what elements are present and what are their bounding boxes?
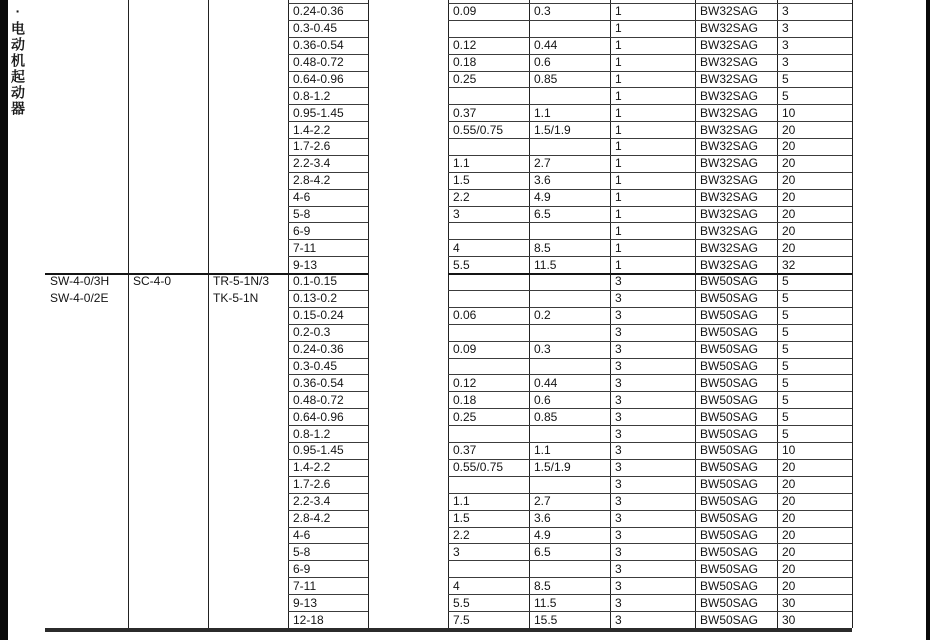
- cell-setting-range: 2.8-4.2: [293, 173, 331, 188]
- cell-num: 3: [615, 528, 622, 542]
- cell-value2: 2.7: [534, 494, 551, 509]
- cell-value1: 0.25: [453, 71, 477, 86]
- cell-value2: 0.2: [534, 308, 551, 323]
- cell-value2: 3.6: [534, 173, 551, 188]
- cell-setting-range: 1.7-2.6: [293, 477, 331, 492]
- cell-qty: 20: [782, 544, 796, 559]
- cell-setting-range: 2.8-4.2: [293, 511, 331, 526]
- cell-value2: 15.5: [534, 612, 558, 627]
- cell-setting-range: 5-8: [293, 544, 311, 559]
- cell-breaker-model: BW50SAG: [700, 443, 759, 458]
- cell-breaker-model: BW50SAG: [700, 561, 759, 576]
- cell-setting-range: 6-9: [293, 223, 311, 238]
- cell-setting-range: 5-8: [293, 206, 311, 221]
- cell-value1: 0.55/0.75: [453, 460, 504, 475]
- cell-value1: 2.2: [453, 528, 470, 542]
- cell-qty: 5: [782, 375, 789, 390]
- cell-num: 3: [615, 409, 622, 424]
- cell-value2: 1.5/1.9: [534, 460, 571, 475]
- cell-num: 3: [615, 291, 622, 306]
- cell-breaker-model: BW50SAG: [700, 612, 759, 627]
- cell-setting-range: 0.48-0.72: [293, 392, 344, 407]
- motor-starter-vertical-label: ·电动机起动器: [10, 3, 26, 117]
- cell-num: 1: [615, 21, 622, 36]
- right-page-edge-bar: [926, 0, 930, 640]
- cell-num: 1: [615, 122, 622, 137]
- cell-breaker-model: BW50SAG: [700, 358, 759, 373]
- cell-value2: 0.6: [534, 392, 551, 407]
- cell-setting-range: 0.24-0.36: [293, 4, 344, 19]
- cell-value2: 1.1: [534, 443, 551, 458]
- cell-num: 3: [615, 325, 622, 340]
- cell-setting-range: 9-13: [293, 257, 318, 272]
- cell-value2: 0.44: [534, 375, 558, 390]
- cell-num: 3: [615, 443, 622, 458]
- cell-num: 1: [615, 257, 622, 272]
- cell-setting-range: 0.36-0.54: [293, 375, 344, 390]
- cell-starter-model: SW-4-0/2E: [50, 290, 109, 305]
- cell-setting-range: 2.2-3.4: [293, 494, 331, 509]
- cell-num: 3: [615, 544, 622, 559]
- cell-num: 1: [615, 190, 622, 205]
- table-grid-vline: [128, 0, 129, 628]
- cell-setting-range: 7-11: [293, 578, 317, 593]
- cell-breaker-model: BW32SAG: [700, 190, 759, 205]
- cell-value1: 1.5: [453, 173, 470, 188]
- cell-qty: 5: [782, 426, 789, 441]
- cell-value1: 5.5: [453, 595, 470, 610]
- cell-setting-range: 0.15-0.24: [293, 308, 344, 323]
- cell-num: 1: [615, 156, 622, 171]
- cell-setting-range: 1.4-2.2: [293, 122, 331, 137]
- cell-breaker-model: BW50SAG: [700, 291, 759, 306]
- left-page-edge-bar: [0, 0, 8, 640]
- table-grid-vline: [368, 0, 369, 628]
- cell-value2: 0.85: [534, 409, 558, 424]
- cell-breaker-model: BW50SAG: [700, 578, 759, 593]
- cell-breaker-model: BW32SAG: [700, 21, 759, 36]
- cell-qty: 20: [782, 240, 796, 255]
- cell-setting-range: 0.95-1.45: [293, 105, 344, 120]
- cell-breaker-model: BW32SAG: [700, 55, 759, 70]
- cell-thermal-relay-model: TK-5-1N: [213, 290, 259, 305]
- cell-value1: 0.37: [453, 105, 477, 120]
- cell-num: 3: [615, 494, 622, 509]
- cell-breaker-model: BW50SAG: [700, 544, 759, 559]
- cell-qty: 20: [782, 578, 796, 593]
- cell-num: 3: [615, 578, 622, 593]
- cell-qty: 20: [782, 460, 796, 475]
- cell-breaker-model: BW32SAG: [700, 122, 759, 137]
- cell-qty: 20: [782, 223, 796, 238]
- cell-value2: 8.5: [534, 578, 551, 593]
- cell-qty: 30: [782, 595, 796, 610]
- cell-breaker-model: BW32SAG: [700, 71, 759, 86]
- cell-num: 1: [615, 38, 622, 53]
- cell-qty: 20: [782, 561, 796, 576]
- cell-setting-range: 0.3-0.45: [293, 358, 338, 373]
- cell-setting-range: 0.8-1.2: [293, 88, 331, 103]
- cell-value1: 3: [453, 206, 460, 221]
- cell-qty: 20: [782, 139, 796, 154]
- cell-setting-range: 0.2-0.3: [293, 325, 331, 340]
- cell-qty: 20: [782, 477, 796, 492]
- cell-value1: 1.1: [453, 494, 470, 509]
- cell-num: 1: [615, 71, 622, 86]
- cell-setting-range: 1.7-2.6: [293, 139, 331, 154]
- cell-setting-range: 0.95-1.45: [293, 443, 344, 458]
- cell-qty: 20: [782, 122, 796, 137]
- cell-breaker-model: BW32SAG: [700, 206, 759, 221]
- cell-thermal-relay-model: TR-5-1N/3: [213, 273, 270, 288]
- cell-value2: 2.7: [534, 156, 551, 171]
- cell-qty: 10: [782, 443, 796, 458]
- cell-setting-range: 0.1-0.15: [293, 274, 338, 289]
- cell-breaker-model: BW50SAG: [700, 308, 759, 323]
- cell-num: 3: [615, 375, 622, 390]
- cell-value2: 4.9: [534, 528, 551, 542]
- cell-qty: 5: [782, 274, 789, 289]
- cell-qty: 20: [782, 156, 796, 171]
- cell-breaker-model: BW32SAG: [700, 105, 759, 120]
- cell-breaker-model: BW50SAG: [700, 392, 759, 407]
- cell-qty: 5: [782, 71, 789, 86]
- cell-qty: 5: [782, 308, 789, 323]
- cell-setting-range: 0.8-1.2: [293, 426, 331, 441]
- cell-num: 1: [615, 223, 622, 238]
- cell-setting-range: 6-9: [293, 561, 311, 576]
- cell-num: 1: [615, 206, 622, 221]
- cell-value1: 0.18: [453, 55, 477, 70]
- cell-breaker-model: BW50SAG: [700, 595, 759, 610]
- cell-breaker-model: BW50SAG: [700, 511, 759, 526]
- cell-value2: 0.85: [534, 71, 558, 86]
- cell-contactor-model: SC-4-0: [133, 273, 172, 288]
- cell-qty: 3: [782, 55, 789, 70]
- cell-setting-range: 9-13: [293, 595, 318, 610]
- cell-breaker-model: BW50SAG: [700, 426, 759, 441]
- cell-value1: 0.55/0.75: [453, 122, 504, 137]
- cell-num: 3: [615, 392, 622, 407]
- cell-qty: 3: [782, 4, 789, 19]
- cell-value1: 0.25: [453, 409, 477, 424]
- cell-num: 3: [615, 511, 622, 526]
- cell-value1: 7.5: [453, 612, 470, 627]
- table-grid-vline: [852, 0, 853, 628]
- cell-qty: 20: [782, 528, 796, 542]
- cell-setting-range: 0.3-0.45: [293, 21, 338, 36]
- cell-qty: 30: [782, 612, 796, 627]
- cell-value1: 5.5: [453, 257, 470, 272]
- cell-num: 1: [615, 55, 622, 70]
- cell-num: 1: [615, 240, 622, 255]
- cell-breaker-model: BW32SAG: [700, 38, 759, 53]
- cell-qty: 20: [782, 206, 796, 221]
- cell-breaker-model: BW32SAG: [700, 240, 759, 255]
- cell-value2: 0.3: [534, 4, 551, 19]
- cell-num: 3: [615, 477, 622, 492]
- table-bottom-rule: [45, 628, 852, 632]
- cell-qty: 5: [782, 342, 789, 357]
- table-grid-vline: [208, 0, 209, 628]
- cell-value1: 0.06: [453, 308, 477, 323]
- cell-value1: 3: [453, 544, 460, 559]
- cell-setting-range: 0.36-0.54: [293, 38, 344, 53]
- cell-breaker-model: BW32SAG: [700, 257, 759, 272]
- cell-breaker-model: BW50SAG: [700, 494, 759, 509]
- cell-value1: 1.5: [453, 511, 470, 526]
- cell-num: 3: [615, 612, 622, 627]
- cell-num: 1: [615, 88, 622, 103]
- cell-breaker-model: BW32SAG: [700, 173, 759, 188]
- cell-value1: 0.09: [453, 4, 477, 19]
- cell-setting-range: 0.64-0.96: [293, 409, 344, 424]
- cell-num: 1: [615, 105, 622, 120]
- cell-setting-range: 4-6: [293, 190, 311, 205]
- cell-value2: 11.5: [534, 595, 557, 610]
- cell-qty: 20: [782, 173, 796, 188]
- cell-value2: 0.6: [534, 55, 551, 70]
- cell-setting-range: 0.13-0.2: [293, 291, 338, 306]
- cell-value2: 4.9: [534, 190, 551, 205]
- cell-num: 1: [615, 139, 622, 154]
- cell-value2: 0.44: [534, 38, 558, 53]
- cell-setting-range: 12-18: [293, 612, 324, 627]
- cell-value2: 1.1: [534, 105, 551, 120]
- cell-setting-range: 7-11: [293, 240, 317, 255]
- cell-value2: 6.5: [534, 206, 551, 221]
- cell-value1: 0.12: [453, 38, 477, 53]
- cell-setting-range: 0.64-0.96: [293, 71, 344, 86]
- cell-num: 3: [615, 342, 622, 357]
- cell-breaker-model: BW32SAG: [700, 156, 759, 171]
- cell-num: 3: [615, 561, 622, 576]
- cell-qty: 5: [782, 392, 789, 407]
- cell-qty: 5: [782, 358, 789, 373]
- cell-value2: 8.5: [534, 240, 551, 255]
- cell-value1: 1.1: [453, 156, 470, 171]
- cell-value1: 0.12: [453, 375, 477, 390]
- cell-qty: 20: [782, 190, 796, 205]
- cell-value1: 4: [453, 240, 460, 255]
- cell-breaker-model: BW50SAG: [700, 477, 759, 492]
- cell-breaker-model: BW50SAG: [700, 342, 759, 357]
- cell-num: 3: [615, 274, 622, 289]
- cell-setting-range: 0.48-0.72: [293, 55, 344, 70]
- cell-num: 3: [615, 595, 622, 610]
- cell-qty: 3: [782, 21, 789, 36]
- cell-value1: 0.09: [453, 342, 477, 357]
- cell-breaker-model: BW32SAG: [700, 139, 759, 154]
- cell-qty: 10: [782, 105, 796, 120]
- cell-breaker-model: BW50SAG: [700, 460, 759, 475]
- cell-value2: 11.5: [534, 257, 557, 272]
- cell-value1: 2.2: [453, 190, 470, 205]
- cell-breaker-model: BW50SAG: [700, 409, 759, 424]
- cell-value1: 0.37: [453, 443, 477, 458]
- cell-qty: 5: [782, 409, 789, 424]
- cell-breaker-model: BW32SAG: [700, 4, 759, 19]
- cell-breaker-model: BW50SAG: [700, 274, 759, 289]
- cell-num: 3: [615, 358, 622, 373]
- cell-qty: 5: [782, 291, 789, 306]
- cell-value1: 4: [453, 578, 460, 593]
- cell-value2: 0.3: [534, 342, 551, 357]
- cell-setting-range: 4-6: [293, 528, 311, 542]
- cell-breaker-model: BW32SAG: [700, 88, 759, 103]
- cell-starter-model: SW-4-0/3H: [50, 273, 110, 288]
- cell-setting-range: 1.4-2.2: [293, 460, 331, 475]
- cell-breaker-model: BW50SAG: [700, 528, 759, 542]
- cell-value1: 0.18: [453, 392, 477, 407]
- cell-breaker-model: BW50SAG: [700, 375, 759, 390]
- cell-num: 1: [615, 173, 622, 188]
- cell-qty: 20: [782, 494, 796, 509]
- cell-qty: 5: [782, 88, 789, 103]
- cell-num: 1: [615, 4, 622, 19]
- cell-qty: 3: [782, 38, 789, 53]
- cell-value2: 1.5/1.9: [534, 122, 571, 137]
- cell-num: 3: [615, 460, 622, 475]
- cell-qty: 20: [782, 511, 796, 526]
- cell-breaker-model: BW50SAG: [700, 325, 759, 340]
- cell-num: 3: [615, 426, 622, 441]
- cell-breaker-model: BW32SAG: [700, 223, 759, 238]
- cell-num: 3: [615, 308, 622, 323]
- cell-value2: 6.5: [534, 544, 551, 559]
- cell-setting-range: 2.2-3.4: [293, 156, 331, 171]
- cell-setting-range: 0.24-0.36: [293, 342, 344, 357]
- cell-qty: 32: [782, 257, 796, 272]
- cell-qty: 5: [782, 325, 789, 340]
- cell-value2: 3.6: [534, 511, 551, 526]
